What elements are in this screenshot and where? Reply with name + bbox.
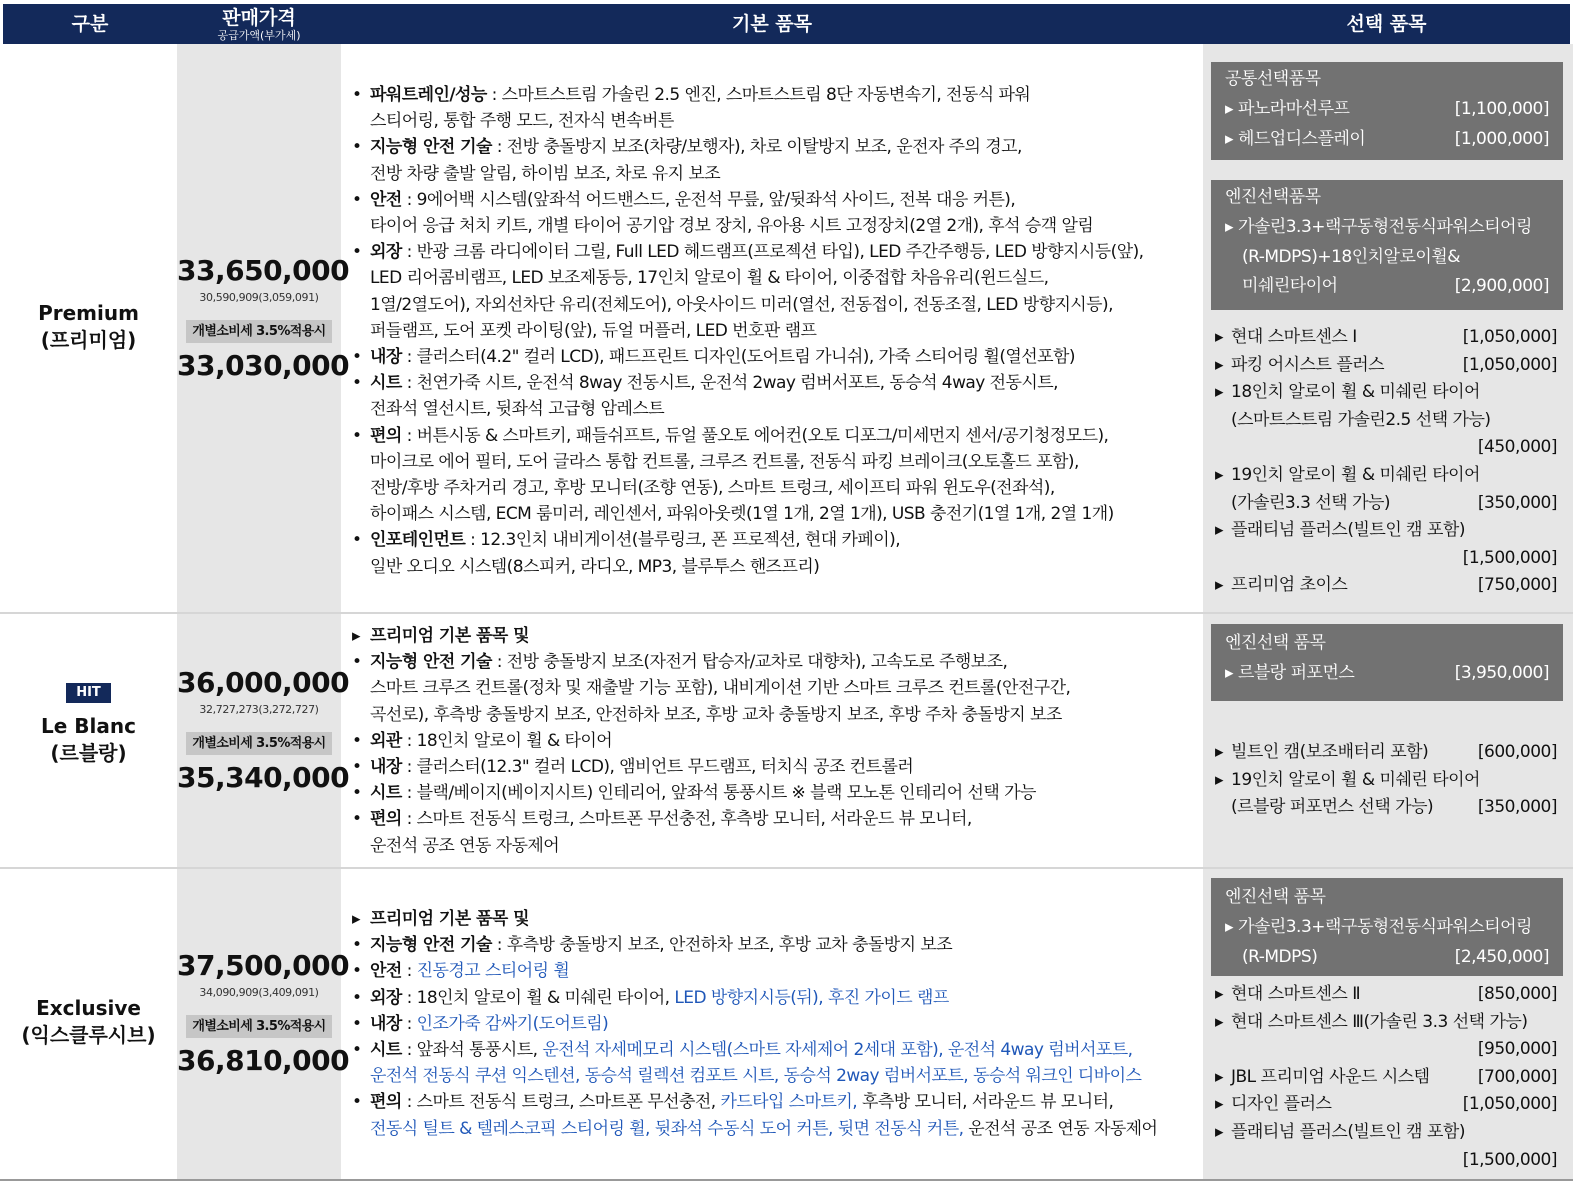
basic-item-cont: LED 리어콤비램프, LED 보조제동등, 17인치 알로이 휠 & 타이어, 이중접합 차음유리(윈드실드, <box>370 268 1049 289</box>
basic-item: • 시트 : 앞좌석 통풍시트, 운전석 자세메모리 시스템(스마트 자세제어 2세대 포함), 운전석 4way 럼버서포트, <box>352 1040 1133 1061</box>
option-box-title: 공통선택품목 <box>1225 69 1321 89</box>
basic-item-cont: 타이어 응급 처치 키트, 개별 타이어 공기압 경보 장치, 유아용 시트 고정장치(2열 2개), 후석 승객 알림 <box>370 216 1094 237</box>
tax-price-value: 36,810,000 <box>177 1044 350 1077</box>
price-leblanc <box>177 666 350 795</box>
basic-item: • 편의 : 버튼시동 & 스마트키, 패들쉬프트, 듀얼 풀오토 에어컨(오토 디포그/미세먼지 센서/공기청정모드), <box>352 425 1109 446</box>
option-item: ▸ 헤드업디스플레이 [1,000,000] <box>1225 128 1549 149</box>
option-item-price: [1,500,000] <box>1462 1149 1557 1170</box>
option-box-engine <box>1211 878 1563 976</box>
option-item: ▸ 르블랑 퍼포먼스 [3,950,000] <box>1225 663 1549 683</box>
option-item-price: [1,500,000] <box>1462 547 1557 568</box>
option-item: ▸ 가솔린3.3+랙구동형전동식파워스티어링 <box>1225 217 1532 237</box>
basic-item-cont: 전좌석 열선시트, 뒷좌석 고급형 암레스트 <box>370 399 665 420</box>
option-item: ▸ 현대 스마트센스 Ⅱ [850,000] <box>1215 984 1557 1004</box>
basic-item: • 외관 : 18인치 알로이 휠 & 타이어 <box>352 730 613 751</box>
option-box-common <box>1211 62 1563 160</box>
tax-price-value: 33,030,000 <box>177 349 350 382</box>
header-basic-label: 기본 품목 <box>731 13 813 35</box>
basic-item: • 인포테인먼트 : 12.3인치 내비게이션(블루링크, 폰 프로젝션, 현대 카페이), <box>352 530 901 551</box>
basic-items-exclusive <box>352 906 1202 1142</box>
basic-item-cont: 운전석 전동식 쿠션 익스텐션, 동승석 릴렉션 컴포트 시트, 동승석 2way 럼버서포트, 동승석 워크인 디바이스 <box>370 1066 1142 1087</box>
option-item: ▸ 19인치 알로이 휠 & 미쉐린 타이어 <box>1215 464 1480 485</box>
basic-item: • 안전 : 진동경고 스티어링 휠 <box>352 961 570 982</box>
basic-item-cont: 운전석 공조 연동 자동제어 <box>370 835 560 856</box>
option-item-price: [450,000] <box>1477 437 1557 458</box>
basic-item-cont: 1열/2열도어), 자외선차단 유리(전체도어), 아웃사이드 미러(열선, 전동접이, 전동조절, LED 방향지시등), <box>370 294 1113 315</box>
basic-item: • 편의 : 스마트 전동식 트렁크, 스마트폰 무선충전, 카드타입 스마트키, 후측방 모니터, 서라운드 뷰 모니터, <box>352 1092 1114 1113</box>
option-box-engine <box>1211 180 1563 310</box>
table-bottom-border <box>0 1179 1573 1181</box>
option-box-engine <box>1211 624 1563 701</box>
basic-heading: ▸ 프리미엄 기본 품목 및 <box>352 626 529 646</box>
option-box-title: 엔진선택 품목 <box>1225 633 1326 653</box>
trim-name: Premium <box>38 301 139 325</box>
trim-leblanc <box>0 676 177 767</box>
option-item-cont: (가솔린3.3 선택 가능) [350,000] <box>1231 492 1557 513</box>
header-price-sub: 공급가액(부가세) <box>217 28 301 42</box>
basic-item-cont: 전동식 틸트 & 텔레스코픽 스티어링 휠, 뒷좌석 수동식 도어 커튼, 뒷면 전동식 커튼, 운전석 공조 연동 자동제어 <box>370 1118 1158 1139</box>
option-item: ▸ 18인치 알로이 휠 & 미쉐린 타이어 <box>1215 382 1480 403</box>
option-list-leblanc <box>1215 739 1557 822</box>
basic-item-cont: 전방/후방 주차거리 경고, 후방 모니터(조향 연동), 스마트 트렁크, 세이프티 파워 윈도우(전좌석), <box>370 478 1055 499</box>
tax-price-value: 35,340,000 <box>177 761 350 794</box>
header-trim-label: 구분 <box>71 13 109 35</box>
header-options <box>1203 4 1570 44</box>
basic-item-cont: 곡선로), 후측방 충돌방지 보조, 안전하차 보조, 후방 교차 충돌방지 보조, 후방 주차 충돌방지 보조 <box>370 704 1062 725</box>
trim-name-ko: (프리미엄) <box>40 328 137 352</box>
option-list-exclusive <box>1215 981 1557 1174</box>
basic-item: • 지능형 안전 기술 : 전방 충돌방지 보조(자전거 탑승자/교차로 대향차), 고속도로 주행보조, <box>352 652 1008 673</box>
basic-item: • 시트 : 블랙/베이지(베이지시트) 인테리어, 앞좌석 통풍시트 ※ 블랙 모노톤 인테리어 선택 가능 <box>352 783 1036 804</box>
basic-item: • 편의 : 스마트 전동식 트렁크, 스마트폰 무선충전, 후측방 모니터, 서라운드 뷰 모니터, <box>352 809 972 830</box>
option-item: ▸ 가솔린3.3+랙구동형전동식파워스티어링 <box>1225 917 1532 937</box>
tax-badge: 개별소비세 3.5%적용시 <box>186 320 331 343</box>
price-premium <box>177 254 350 383</box>
header-basic <box>341 4 1203 44</box>
header-trim <box>3 4 177 44</box>
trim-exclusive <box>0 995 177 1049</box>
trim-premium <box>0 300 177 354</box>
price-value: 33,650,000 <box>177 254 350 287</box>
tax-badge: 개별소비세 3.5%적용시 <box>186 732 331 755</box>
basic-item-cont: 하이패스 시스템, ECM 룸미러, 레인센서, 파워아웃렛(1열 1개, 2열 1개), USB 충전기(1열 1개, 2열 1개) <box>370 504 1114 525</box>
basic-items-leblanc <box>352 623 1202 859</box>
option-box-title: 엔진선택품목 <box>1225 187 1321 207</box>
basic-items-premium <box>352 82 1202 580</box>
trim-name-ko: (르블랑) <box>50 741 127 765</box>
option-item: ▸ 현대 스마트센스 Ⅲ(가솔린 3.3 선택 가능) <box>1215 1011 1528 1032</box>
price-exclusive <box>177 949 350 1078</box>
basic-item: • 파워트레인/성능 : 스마트스트림 가솔린 2.5 엔진, 스마트스트림 8단 자동변속기, 전동식 파워 <box>352 85 1031 105</box>
trim-name: Le Blanc <box>41 714 136 738</box>
basic-item-cont: 스티어링, 통합 주행 모드, 전자식 변속버튼 <box>370 111 674 132</box>
row-separator <box>0 612 1573 614</box>
price-supply: 32,727,273(3,272,727) <box>199 703 319 716</box>
option-item: ▸ 빌트인 캠(보조배터리 포함) [600,000] <box>1215 742 1557 762</box>
option-item-cont: 미쉐린타이어 [2,900,000] <box>1242 276 1549 296</box>
trim-name: Exclusive <box>36 996 141 1020</box>
option-item: ▸ 플래티넘 플러스(빌트인 캠 포함) <box>1215 1121 1465 1142</box>
basic-item: • 지능형 안전 기술 : 후측방 충돌방지 보조, 안전하차 보조, 후방 교차 충돌방지 보조 <box>352 935 953 956</box>
hit-badge: HIT <box>66 683 111 703</box>
basic-item: • 외장 : 반광 크롬 라디에이터 그릴, Full LED 헤드램프(프로젝션 타입), LED 주간주행등, LED 방향지시등(앞), <box>352 242 1144 263</box>
tax-badge: 개별소비세 3.5%적용시 <box>186 1015 331 1038</box>
option-item: ▸ 파노라마선루프 [1,100,000] <box>1225 99 1549 119</box>
option-item: ▸ 19인치 알로이 휠 & 미쉐린 타이어 <box>1215 769 1480 790</box>
option-item: ▸ 디자인 플러스 [1,050,000] <box>1215 1094 1557 1115</box>
basic-item: • 안전 : 9에어백 시스템(앞좌석 어드밴스드, 운전석 무릎, 앞/뒷좌석 사이드, 전복 대응 커튼), <box>352 189 1016 210</box>
option-item-cont: (R-MDPS)+18인치알로이휠& <box>1242 246 1460 267</box>
option-item: ▸ JBL 프리미엄 사운드 시스템 [700,000] <box>1215 1066 1557 1087</box>
option-item: ▸ 현대 스마트센스 Ⅰ [1,050,000] <box>1215 327 1557 347</box>
basic-item-cont: 마이크로 에어 필터, 도어 글라스 통합 컨트롤, 크루즈 컨트롤, 전동식 파킹 브레이크(오토홀드 포함), <box>370 451 1079 472</box>
basic-item: • 내장 : 클러스터(4.2" 컬러 LCD), 패드프린트 디자인(도어트림 가니쉬), 가죽 스티어링 휠(열선포함) <box>352 347 1076 368</box>
option-item-cont: (르블랑 퍼포먼스 선택 가능) [350,000] <box>1231 797 1557 818</box>
basic-heading: ▸ 프리미엄 기본 품목 및 <box>352 909 529 929</box>
basic-item: • 내장 : 클러스터(12.3" 컬러 LCD), 앰비언트 무드램프, 터치식 공조 컨트롤러 <box>352 757 914 778</box>
header-options-label: 선택 품목 <box>1346 13 1427 35</box>
basic-item: • 시트 : 천연가죽 시트, 운전석 8way 전동시트, 운전석 2way 럼버서포트, 동승석 4way 전동시트, <box>352 373 1058 394</box>
option-list-premium <box>1215 324 1557 600</box>
basic-item-cont: 퍼들램프, 도어 포켓 라이팅(앞), 듀얼 머플러, LED 번호판 램프 <box>370 320 817 341</box>
price-value: 37,500,000 <box>177 949 350 982</box>
option-item: ▸ 프리미엄 초이스 [750,000] <box>1215 575 1557 596</box>
option-item-cont: (R-MDPS) [2,450,000] <box>1242 946 1549 967</box>
price-value: 36,000,000 <box>177 666 350 699</box>
option-item-price: [950,000] <box>1477 1039 1557 1060</box>
basic-item-cont: 일반 오디오 시스템(8스피커, 라디오, MP3, 블루투스 핸즈프리) <box>370 556 820 577</box>
basic-item: • 내장 : 인조가죽 감싸기(도어트림) <box>352 1013 609 1034</box>
basic-item-cont: 전방 차량 출발 알림, 하이빔 보조, 차로 유지 보조 <box>370 163 721 184</box>
row-separator <box>0 867 1573 869</box>
price-supply: 34,090,909(3,409,091) <box>199 986 319 999</box>
basic-item: • 외장 : 18인치 알로이 휠 & 미쉐린 타이어, LED 방향지시등(뒤), 후진 가이드 램프 <box>352 987 949 1008</box>
option-item-cont: (스마트스트림 가솔린2.5 선택 가능) <box>1231 409 1491 430</box>
option-item: ▸ 플래티넘 플러스(빌트인 캠 포함) <box>1215 520 1465 541</box>
basic-item-cont: 스마트 크루즈 컨트롤(정차 및 재출발 기능 포함), 내비게이션 기반 스마트 크루즈 컨트롤(안전구간, <box>370 678 1071 699</box>
basic-item: • 지능형 안전 기술 : 전방 충돌방지 보조(차량/보행자), 차로 이탈방지 보조, 운전자 주의 경고, <box>352 137 1022 158</box>
header-price-label: 판매가격 <box>222 6 296 29</box>
header-price <box>177 4 341 44</box>
price-supply: 30,590,909(3,059,091) <box>199 291 319 304</box>
option-box-title: 엔진선택 품목 <box>1225 887 1326 907</box>
option-item: ▸ 파킹 어시스트 플러스 [1,050,000] <box>1215 354 1557 375</box>
trim-name-ko: (익스클루시브) <box>21 1023 156 1047</box>
